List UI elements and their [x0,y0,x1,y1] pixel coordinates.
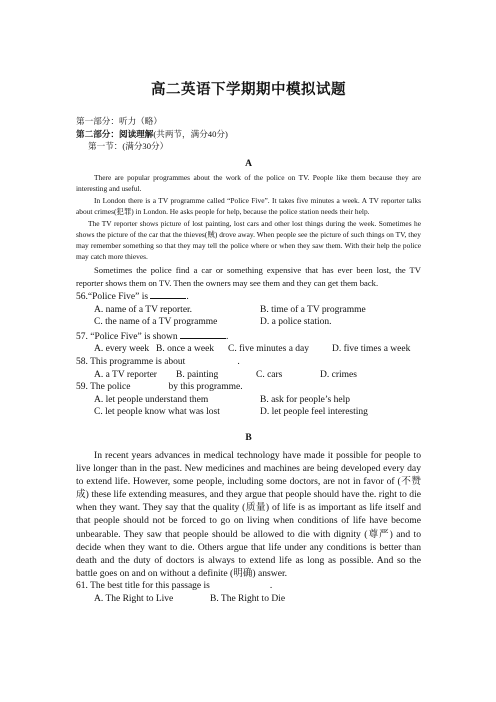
option-a[interactable]: A. let people understand them [94,394,209,405]
option-d[interactable]: D. let people feel interesting [260,407,368,418]
question-57-options [76,343,421,356]
passage-a-para-3: The TV reporter shows picture of lost painting, lost cars and other lost things during the week. Sometimes he shows the picture of the car that the thieves(贼) drove away. When people see the picture of such things on TV, they may remember something so that they may tell the police where or when they saw them. With their help the police may catch more thieves. [76,218,421,262]
question-61: 61. The best title for this passage is . [76,580,273,591]
question-61-options [76,593,421,606]
question-59: 59. The police by this programme. [76,382,243,393]
question-56-options-row1 [76,304,421,317]
passage-a-para-2: In London there is a TV programme called “Police Five”. It takes five minutes a week. A TV reporter talks about crimes(犯罪) in London. He asks people for help, because the police station needs their help. [76,195,421,216]
question-56-options-row2 [76,316,421,329]
passage-b-paragraph: In recent years advances in medical technology have made it possible for people to live longer than in the past. New medicines and machines are being developed every day to extend life. However, some people, including some doctors, are not in favor of (不赞成) these life extending measures, and they argue that people should have the. right to die when they want. They say that the quality (质量) of life is as important as life itself and that people should not be forced to go on living when conditions of life have become unbearable. They saw that people should be allowed to die with dignity (尊严) and to decide when they want to die. Others argue that life under any conditions is better than death and the duty of doctors is always to extend life as long as possible. And so the battle goes on and on without a definite (明确) answer. [76,450,421,579]
option-c[interactable]: C. five minutes a day [228,344,309,355]
option-b[interactable]: B. painting [176,369,219,380]
option-b[interactable]: B. once a week [156,344,215,355]
answer-blank[interactable] [180,329,226,339]
option-b[interactable]: B. ask for people’s help [260,394,350,405]
passage-a-para-1: There are popular programmes about the work of the police on TV. People like them because they are interesting and useful. [76,172,421,193]
answer-blank[interactable] [150,289,186,299]
part2-score-note: (共两节，满分40分) [153,128,228,139]
option-c[interactable]: C. the name of a TV programme [94,317,218,328]
section1-heading: 第一节：(满分30分） [88,141,169,151]
question-58: 58. This programme is about . [76,357,240,368]
option-c[interactable]: C. let people know what was lost [94,407,220,418]
question-57: 57. “Police Five” is shown . [76,329,421,344]
exam-page [76,78,421,605]
option-b[interactable]: B. time of a TV programme [260,304,366,315]
passage-a-para-4: Sometimes the police find a car or something expensive that has ever been lost, the TV reporter shows them on TV. Then the owners may see them and they can get them back. [76,265,421,288]
page-title: 高二英语下学期期中模拟试题 [151,81,346,98]
question-58-options [76,369,421,382]
part2-heading [76,128,421,141]
option-c[interactable]: C. cars [256,369,283,380]
part2-bold-label: 第二部分：阅读理解 [76,128,154,139]
option-a[interactable]: A. every week [94,344,150,355]
passage-b-letter: B [245,433,252,443]
option-d[interactable]: D. a police station. [260,317,332,328]
question-59-options-row1 [76,394,421,407]
option-a[interactable]: A. The Right to Live [94,593,174,604]
passage-a-letter: A [245,158,252,169]
option-d[interactable]: D. five times a week [332,344,411,355]
option-a[interactable]: A. name of a TV reporter. [94,304,193,315]
option-d[interactable]: D. crimes [320,369,357,380]
option-a[interactable]: A. a TV reporter [94,369,157,380]
question-56: 56.“Police Five” is . [76,289,421,304]
question-59-options-row2 [76,406,421,419]
part1-heading: 第一部分：听力（略） [76,116,162,126]
option-b[interactable]: B. The Right to Die [210,593,286,604]
